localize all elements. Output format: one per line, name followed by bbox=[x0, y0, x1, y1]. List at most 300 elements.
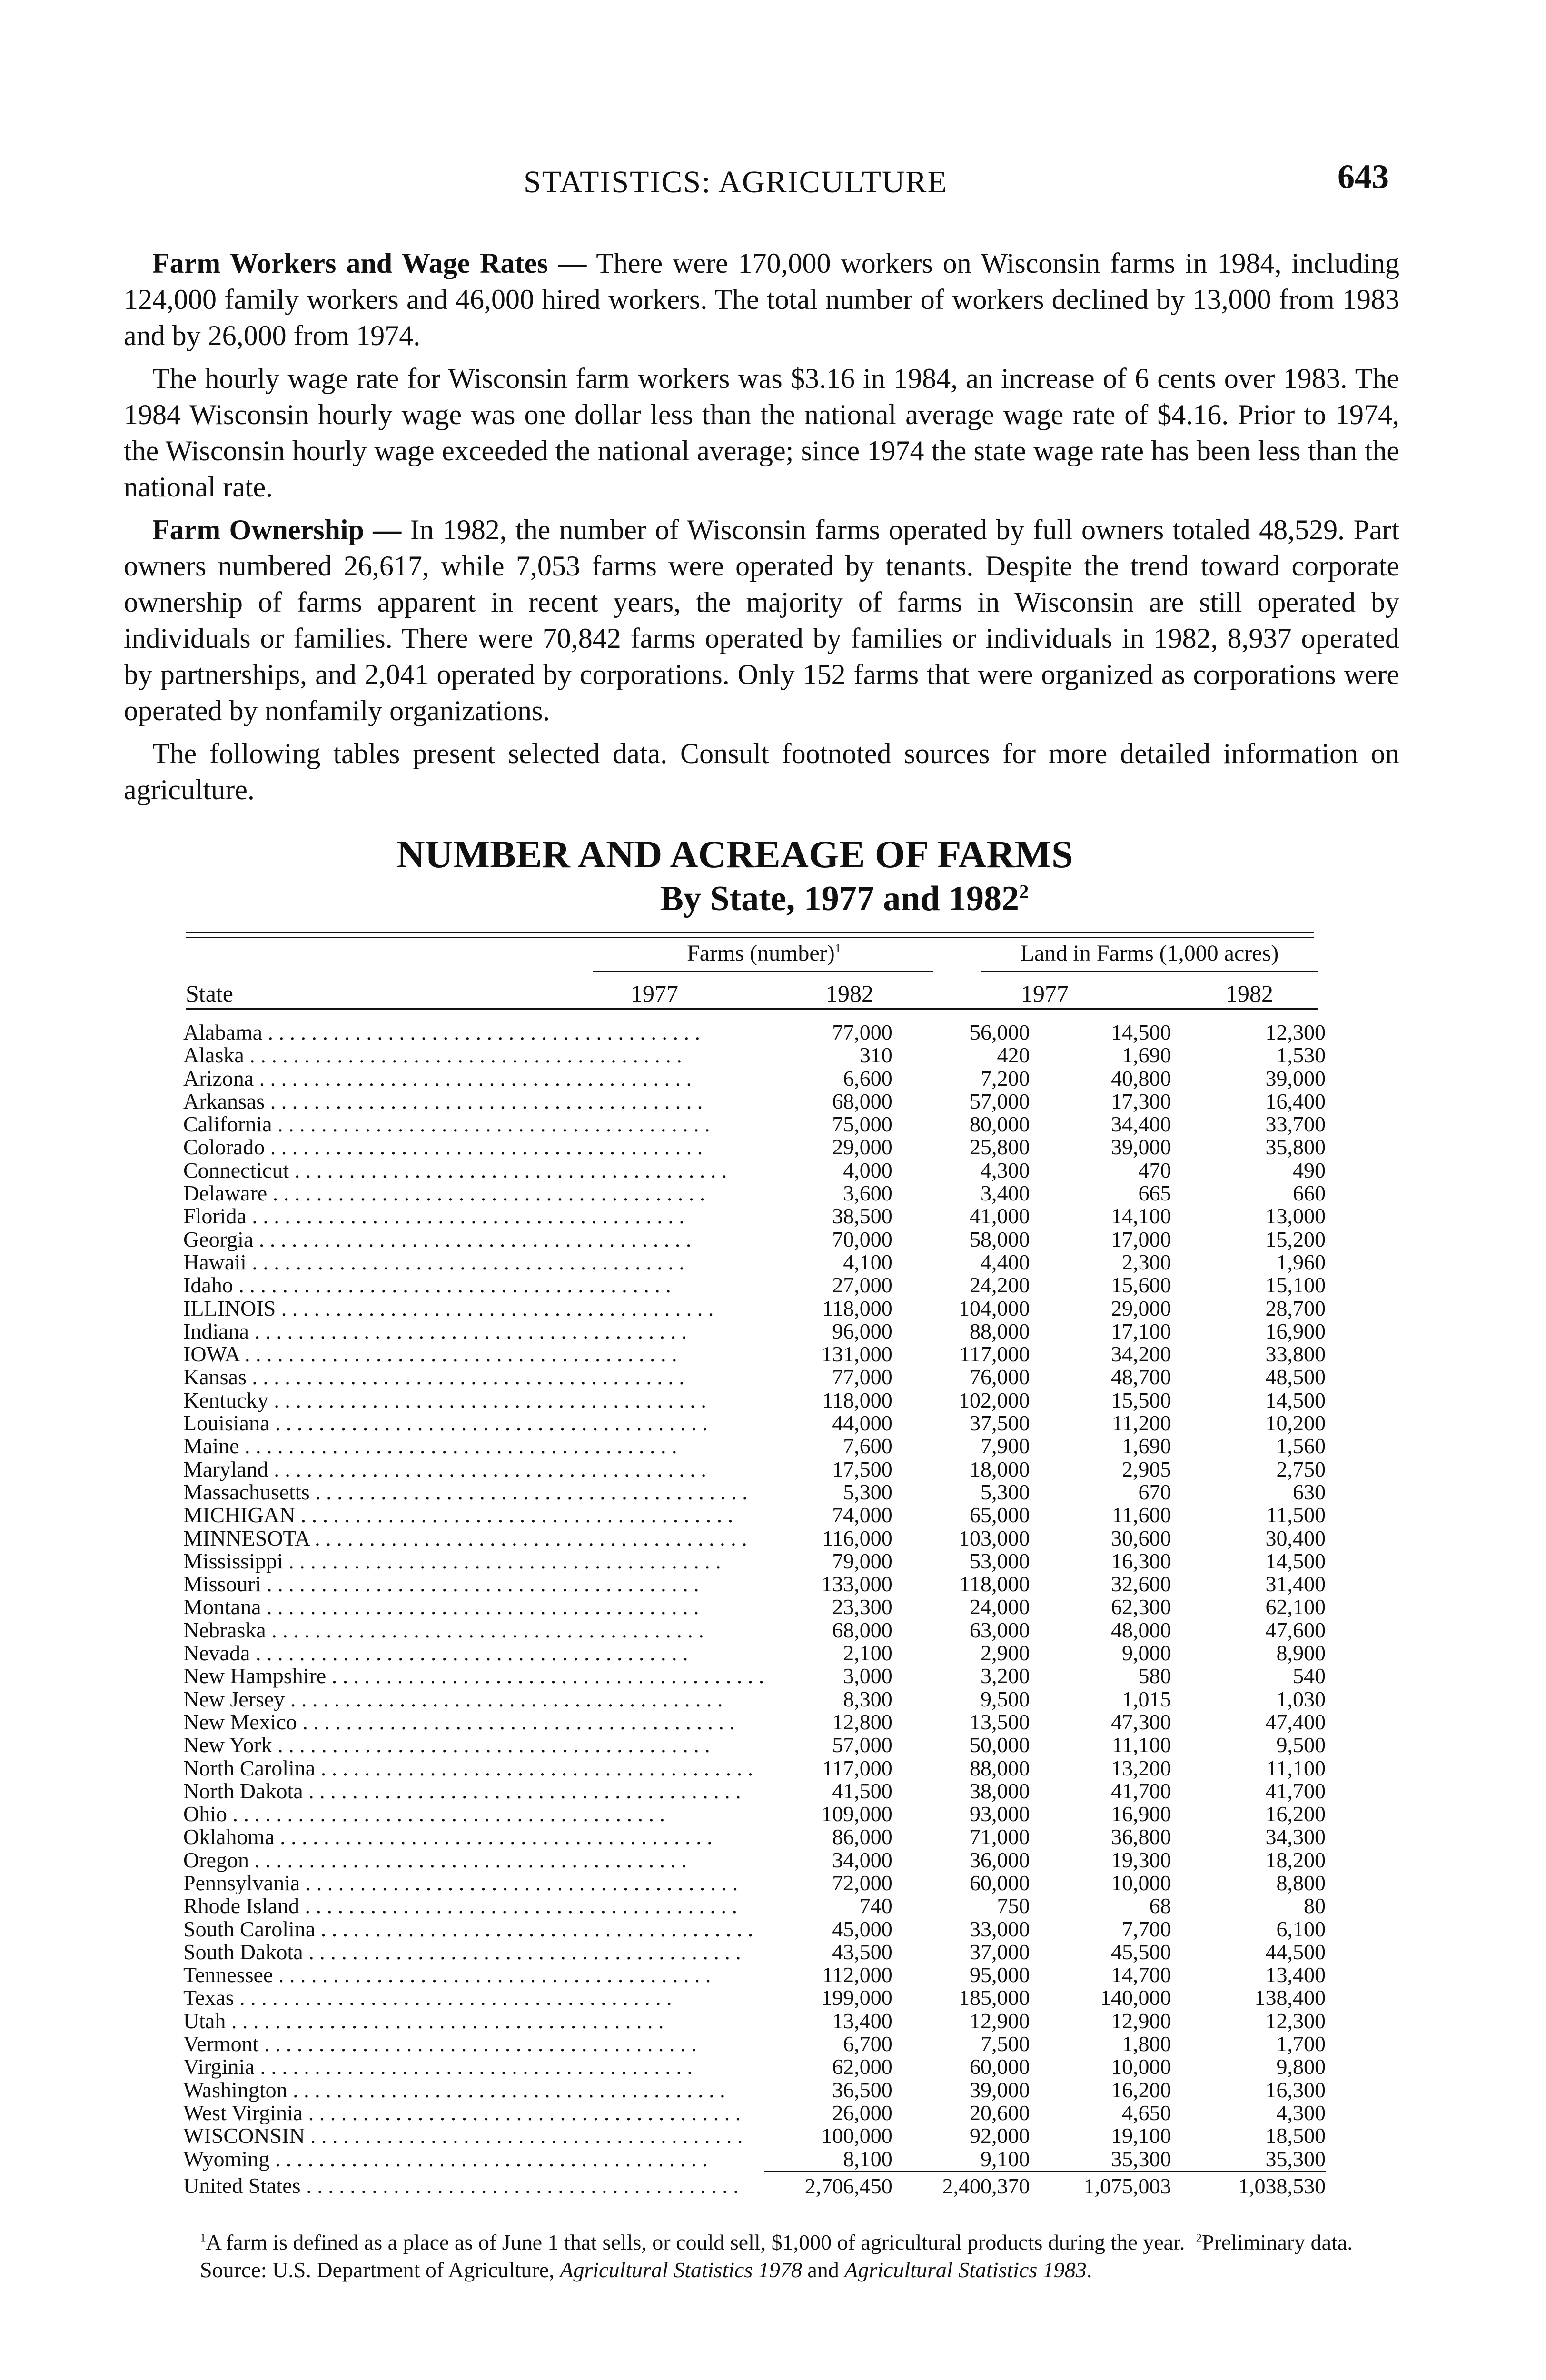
farms-1982-cell: 50,000 bbox=[970, 1733, 1030, 1757]
table-row bbox=[183, 2055, 1326, 2078]
dot-leader: . . . . . . . . . . . . . . . . . . . . . . . . . . . . . . . . . . . . . . . . bbox=[315, 1756, 753, 1780]
state-name: California . . . . . . . . . . . . . . . . . . . . . . . . . . . . . . . . . . . . . . . . bbox=[183, 1113, 710, 1136]
dot-leader: . . . . . . . . . . . . . . . . . . . . . . . . . . . . . . . . . . . . . . . . bbox=[246, 1205, 684, 1228]
table-row bbox=[183, 2102, 1326, 2124]
table-row bbox=[183, 1825, 1326, 1848]
dot-leader: . . . . . . . . . . . . . . . . . . . . . . . . . . . . . . . . . . . . . . . . bbox=[309, 1480, 748, 1504]
table-row bbox=[183, 1481, 1326, 1504]
state-name: Maine . . . . . . . . . . . . . . . . . . . . . . . . . . . . . . . . . . . . . . . . bbox=[183, 1435, 677, 1458]
table-row bbox=[183, 1757, 1326, 1780]
farms-1982-cell: 65,000 bbox=[970, 1503, 1030, 1527]
farms-1982-cell: 58,000 bbox=[970, 1227, 1030, 1251]
table-row bbox=[183, 1872, 1326, 1894]
state-name: New York . . . . . . . . . . . . . . . . . . . . . . . . . . . . . . . . . . . . . . . . bbox=[183, 1734, 710, 1757]
land-1977-cell: 4,650 bbox=[1122, 2100, 1171, 2125]
dot-leader: . . . . . . . . . . . . . . . . . . . . . . . . . . . . . . . . . . . . . . . . bbox=[303, 2101, 741, 2125]
land-1982-cell: 47,600 bbox=[1265, 1617, 1326, 1642]
dot-leader: . . . . . . . . . . . . . . . . . . . . . . . . . . . . . . . . . . . . . . . . bbox=[254, 2055, 693, 2079]
table-row bbox=[183, 1297, 1326, 1320]
farms-1977-cell: 36,500 bbox=[832, 2077, 892, 2102]
dot-leader: . . . . . . . . . . . . . . . . . . . . . . . . . . . . . . . . . . . . . . . . bbox=[262, 1021, 701, 1044]
farms-1977-cell: 34,000 bbox=[832, 1847, 892, 1872]
state-name: Virginia . . . . . . . . . . . . . . . . . . . . . . . . . . . . . . . . . . . . . . . . bbox=[183, 2055, 693, 2079]
land-1977-cell: 9,000 bbox=[1122, 1641, 1171, 1666]
land-1982-cell: 18,500 bbox=[1265, 2123, 1326, 2148]
land-1977-cell: 7,700 bbox=[1122, 1916, 1171, 1941]
footnote-1 bbox=[200, 2230, 1357, 2255]
state-name: New Hampshire . . . . . . . . . . . . . . . . . . . . . . . . . . . . . . . . . . . . . . . . bbox=[183, 1665, 764, 1688]
farms-1982-cell: 117,000 bbox=[959, 1342, 1030, 1367]
farms-1977-cell: 133,000 bbox=[821, 1572, 892, 1597]
text-farm-ownership: In 1982, the number of Wisconsin farms operated by full owners totaled 48,529. Part owners numbered 26,617, while 7,053 farms were operated by tenants. Despite the trend toward corporate ownership of farms apparent in recent years, the majority of farms in Wisconsin are still operated by individuals or families. There were 70,842 farms operated by families or individuals in 1982, 8,937 operated by partnerships, and 2,041 operated by corporations. Only 152 farms that were organized as corporations were operated by nonfamily organizations. bbox=[124, 514, 1399, 726]
table-title-block bbox=[0, 832, 1546, 919]
dot-leader: . . . . . . . . . . . . . . . . . . . . . . . . . . . . . . . . . . . . . . . . bbox=[246, 1366, 684, 1389]
land-1977-cell: 47,300 bbox=[1111, 1709, 1171, 1734]
farms-1977-cell: 27,000 bbox=[832, 1273, 892, 1298]
land-1977-cell: 10,000 bbox=[1111, 2054, 1171, 2079]
farms-1977-cell: 72,000 bbox=[832, 1870, 892, 1895]
dot-leader: . . . . . . . . . . . . . . . . . . . . . . . . . . . . . . . . . . . . . . . . bbox=[261, 1596, 699, 1619]
state-name: IOWA . . . . . . . . . . . . . . . . . . . . . . . . . . . . . . . . . . . . . . . . bbox=[183, 1343, 677, 1366]
table-subtitle bbox=[143, 879, 1546, 919]
land-1977-cell: 19,300 bbox=[1111, 1847, 1171, 1872]
farms-1977-cell: 131,000 bbox=[821, 1342, 892, 1367]
table-row bbox=[183, 1734, 1326, 1756]
farms-1977-cell: 4,000 bbox=[843, 1158, 892, 1182]
land-1982-cell: 62,100 bbox=[1265, 1595, 1326, 1619]
land-1982-cell: 30,400 bbox=[1265, 1526, 1326, 1550]
dot-leader: . . . . . . . . . . . . . . . . . . . . . . . . . . . . . . . . . . . . . . . . bbox=[266, 1618, 704, 1642]
land-1982-cell: 4,300 bbox=[1276, 2100, 1326, 2125]
land-1977-cell: 11,200 bbox=[1111, 1411, 1171, 1436]
farms-1977-cell: 68,000 bbox=[832, 1089, 892, 1113]
state-name: Idaho . . . . . . . . . . . . . . . . . . . . . . . . . . . . . . . . . . . . . . . . bbox=[183, 1274, 671, 1297]
dot-leader: . . . . . . . . . . . . . . . . . . . . . . . . . . . . . . . . . . . . . . . . bbox=[303, 1940, 741, 1964]
dot-leader: . . . . . . . . . . . . . . . . . . . . . . . . . . . . . . . . . . . . . . . . bbox=[265, 1136, 703, 1159]
state-name: Washington . . . . . . . . . . . . . . . . . . . . . . . . . . . . . . . . . . . . . . . . bbox=[183, 2078, 725, 2102]
land-1982-cell: 6,100 bbox=[1276, 1916, 1326, 1941]
farms-1977-cell: 57,000 bbox=[832, 1733, 892, 1757]
source-publication-2: Agricultural Statistics 1983 bbox=[844, 2258, 1087, 2282]
farms-1977-cell: 6,700 bbox=[843, 2032, 892, 2056]
land-1982-cell: 13,400 bbox=[1265, 1963, 1326, 1987]
page-number: 643 bbox=[1338, 158, 1389, 196]
land-1982-cell: 16,200 bbox=[1265, 1802, 1326, 1826]
farms-1982-cell: 24,200 bbox=[970, 1273, 1030, 1298]
land-1982-cell: 13,000 bbox=[1265, 1204, 1326, 1229]
farms-1977-cell: 44,000 bbox=[832, 1411, 892, 1436]
table-title: NUMBER AND ACREAGE OF FARMS bbox=[396, 833, 1073, 876]
farms-1977-cell: 118,000 bbox=[822, 1296, 892, 1320]
state-name: Arkansas . . . . . . . . . . . . . . . . . . . . . . . . . . . . . . . . . . . . . . . . bbox=[183, 1090, 703, 1113]
dot-leader: . . . . . . . . . . . . . . . . . . . . . . . . . . . . . . . . . . . . . . . . bbox=[326, 1665, 764, 1688]
state-name: Georgia . . . . . . . . . . . . . . . . . . . . . . . . . . . . . . . . . . . . . . . . bbox=[183, 1228, 692, 1251]
paragraph-tables-intro: The following tables present selected data. Consult footnoted sources for more detailed information on agriculture. bbox=[124, 738, 1399, 805]
dot-leader: . . . . . . . . . . . . . . . . . . . . . . . . . . . . . . . . . . . . . . . . bbox=[273, 1964, 711, 1987]
table-top-rule-1 bbox=[186, 932, 1314, 933]
footnote-2-text: Preliminary data. bbox=[1201, 2230, 1353, 2254]
farms-1982-cell: 88,000 bbox=[970, 1319, 1030, 1343]
farms-1982-cell: 92,000 bbox=[970, 2123, 1030, 2148]
dot-leader: . . . . . . . . . . . . . . . . . . . . . . . . . . . . . . . . . . . . . . . . bbox=[305, 2124, 743, 2148]
total-state-name: United States . . . . . . . . . . . . . . . . . . . . . . . . . . . . . . . . . . . . . . . . bbox=[183, 2173, 739, 2198]
state-name: South Carolina . . . . . . . . . . . . . . . . . . . . . . . . . . . . . . . . . . . . . . . . bbox=[183, 1917, 753, 1941]
farms-1982-cell: 4,400 bbox=[981, 1250, 1030, 1274]
table-row bbox=[183, 1090, 1326, 1113]
state-name: Pennsylvania . . . . . . . . . . . . . . . . . . . . . . . . . . . . . . . . . . . . . . . . bbox=[183, 1871, 738, 1895]
farms-1982-cell: 38,000 bbox=[970, 1778, 1030, 1803]
table-subtitle-text: By State, 1977 and 1982 bbox=[660, 879, 1020, 918]
source-publication-1: Agricultural Statistics 1978 bbox=[560, 2258, 802, 2282]
table-row bbox=[183, 1205, 1326, 1228]
land-1977-cell: 32,600 bbox=[1111, 1572, 1171, 1597]
farms-1982-cell: 41,000 bbox=[970, 1204, 1030, 1229]
state-name: Nevada . . . . . . . . . . . . . . . . . . . . . . . . . . . . . . . . . . . . . . . . bbox=[183, 1642, 688, 1665]
farms-1982-cell: 53,000 bbox=[970, 1548, 1030, 1573]
farms-1982-cell: 7,900 bbox=[981, 1434, 1030, 1458]
land-1982-cell: 15,100 bbox=[1265, 1273, 1326, 1298]
table-row bbox=[183, 1044, 1326, 1067]
table-row bbox=[183, 1159, 1326, 1182]
state-name: Tennessee . . . . . . . . . . . . . . . . . . . . . . . . . . . . . . . . . . . . . . . . bbox=[183, 1964, 711, 1987]
land-1977-cell: 16,900 bbox=[1111, 1802, 1171, 1826]
table-row bbox=[183, 1182, 1326, 1205]
table-row bbox=[183, 2033, 1326, 2055]
table-row bbox=[183, 1527, 1326, 1550]
table-row bbox=[183, 1021, 1326, 1044]
land-1982-cell: 41,700 bbox=[1265, 1778, 1326, 1803]
table-row bbox=[183, 1550, 1326, 1573]
farms-1982-cell: 13,500 bbox=[970, 1709, 1030, 1734]
state-name: ILLINOIS . . . . . . . . . . . . . . . . . . . . . . . . . . . . . . . . . . . . . . . . bbox=[183, 1297, 714, 1320]
running-head: STATISTICS: AGRICULTURE bbox=[524, 165, 948, 199]
farms-1982-cell: 88,000 bbox=[970, 1755, 1030, 1780]
farms-1982-cell: 104,000 bbox=[959, 1296, 1030, 1320]
table-row bbox=[183, 1803, 1326, 1825]
table-row bbox=[183, 1619, 1326, 1642]
state-name: Alabama . . . . . . . . . . . . . . . . . . . . . . . . . . . . . . . . . . . . . . . . bbox=[183, 1021, 701, 1044]
table-row bbox=[183, 1894, 1326, 1917]
dot-leader: . . . . . . . . . . . . . . . . . . . . . . . . . . . . . . . . . . . . . . . . bbox=[253, 1228, 692, 1251]
land-1982-cell: 15,200 bbox=[1265, 1227, 1326, 1251]
land-1982-cell: 1,960 bbox=[1276, 1250, 1326, 1274]
column-header-rule bbox=[186, 1008, 1318, 1010]
farms-1977-cell: 740 bbox=[859, 1894, 892, 1918]
farms-1977-cell: 3,600 bbox=[843, 1181, 892, 1206]
farms-1977-cell: 12,800 bbox=[832, 1709, 892, 1734]
land-1982-cell: 33,700 bbox=[1265, 1112, 1326, 1137]
land-1977-cell: 11,600 bbox=[1111, 1503, 1171, 1527]
land-1982-cell: 35,300 bbox=[1265, 2146, 1326, 2171]
land-1977-cell: 12,900 bbox=[1111, 2008, 1171, 2033]
footnote-1-mark: 1 bbox=[200, 2231, 206, 2245]
table-subtitle-footnote-mark: 2 bbox=[1019, 881, 1029, 902]
land-1977-cell: 48,700 bbox=[1111, 1365, 1171, 1389]
paragraph-farm-workers bbox=[124, 245, 1399, 354]
land-1982-cell: 11,500 bbox=[1266, 1503, 1326, 1527]
farms-1977-cell: 100,000 bbox=[821, 2123, 892, 2148]
dot-leader: . . . . . . . . . . . . . . . . . . . . . . . . . . . . . . . . . . . . . . . . bbox=[272, 1734, 710, 1757]
dot-leader: . . . . . . . . . . . . . . . . . . . . . . . . . . . . . . . . . . . . . . . . bbox=[269, 1412, 708, 1435]
farms-1977-cell: 75,000 bbox=[832, 1112, 892, 1137]
table-row bbox=[183, 1458, 1326, 1481]
land-1982-cell: 44,500 bbox=[1265, 1939, 1326, 1964]
farms-1977-cell: 17,500 bbox=[832, 1457, 892, 1481]
farms-1982-cell: 56,000 bbox=[970, 1020, 1030, 1044]
farms-1977-cell: 13,400 bbox=[832, 2008, 892, 2033]
farms-1977-cell: 109,000 bbox=[821, 1802, 892, 1826]
state-name: MICHIGAN . . . . . . . . . . . . . . . . . . . . . . . . . . . . . . . . . . . . . . . . bbox=[183, 1504, 733, 1527]
table-row bbox=[183, 1136, 1326, 1159]
table-row bbox=[183, 1343, 1326, 1366]
farms-1977-cell: 118,000 bbox=[822, 1388, 892, 1412]
land-1982-cell: 16,300 bbox=[1265, 2077, 1326, 2102]
land-1977-cell: 11,100 bbox=[1111, 1733, 1171, 1757]
farms-1977-cell: 77,000 bbox=[832, 1365, 892, 1389]
land-1977-cell: 10,000 bbox=[1111, 1870, 1171, 1895]
farms-1977-cell: 29,000 bbox=[832, 1135, 892, 1160]
farms-1977-cell: 116,000 bbox=[822, 1526, 892, 1550]
land-1977-cell: 470 bbox=[1138, 1158, 1171, 1182]
farms-1982-cell: 4,300 bbox=[981, 1158, 1030, 1182]
source-prefix: Source: U.S. Department of Agriculture, bbox=[200, 2258, 560, 2282]
farms-1977-cell: 68,000 bbox=[832, 1617, 892, 1642]
land-1982-cell: 1,700 bbox=[1276, 2032, 1326, 2056]
state-name: Hawaii . . . . . . . . . . . . . . . . . . . . . . . . . . . . . . . . . . . . . . . . bbox=[183, 1250, 684, 1274]
land-1982-cell: 9,500 bbox=[1276, 1733, 1326, 1757]
total-land-1977-cell: 1,075,003 bbox=[1030, 2171, 1171, 2198]
table-row bbox=[183, 1504, 1326, 1527]
dot-leader: . . . . . . . . . . . . . . . . . . . . . . . . . . . . . . . . . . . . . . . . bbox=[248, 1848, 687, 1872]
dot-leader: . . . . . . . . . . . . . . . . . . . . . . . . . . . . . . . . . . . . . . . . bbox=[248, 1319, 687, 1343]
farms-1982-cell: 20,600 bbox=[970, 2100, 1030, 2125]
dot-leader: . . . . . . . . . . . . . . . . . . . . . . . . . . . . . . . . . . . . . . . . bbox=[268, 1458, 706, 1481]
farms-1977-cell: 8,300 bbox=[843, 1686, 892, 1711]
dot-leader: . . . . . . . . . . . . . . . . . . . . . . . . . . . . . . . . . . . . . . . . bbox=[234, 1986, 672, 2010]
land-1982-cell: 16,400 bbox=[1265, 1089, 1326, 1113]
state-name: New Mexico . . . . . . . . . . . . . . . . . . . . . . . . . . . . . . . . . . . . . . . . bbox=[183, 1710, 735, 1734]
farms-1982-cell: 33,000 bbox=[970, 1916, 1030, 1941]
table-row bbox=[183, 1642, 1326, 1665]
lead-farm-ownership: Farm Ownership — bbox=[152, 514, 402, 545]
land-1982-cell: 490 bbox=[1293, 1158, 1326, 1182]
table-row bbox=[183, 1113, 1326, 1136]
state-name: Massachusetts . . . . . . . . . . . . . . . . . . . . . . . . . . . . . . . . . . . . . . . . bbox=[183, 1480, 748, 1504]
table-row bbox=[183, 2148, 1326, 2172]
land-1982-cell: 31,400 bbox=[1265, 1572, 1326, 1597]
total-land-1982-cell: 1,038,530 bbox=[1171, 2171, 1326, 2198]
farms-1977-cell: 41,500 bbox=[832, 1778, 892, 1803]
state-name: Ohio . . . . . . . . . . . . . . . . . . . . . . . . . . . . . . . . . . . . . . . . bbox=[183, 1803, 665, 1826]
text-farm-workers: There were 170,000 workers on Wisconsin farms in 1984, including 124,000 family workers and 46,000 hired workers. The total number of workers declined by 13,000 from 1983 and by 26,000 from 1974. bbox=[124, 248, 1400, 351]
table-row bbox=[183, 1688, 1326, 1711]
farms-1982-cell: 3,400 bbox=[981, 1181, 1030, 1206]
farms-1982-cell: 93,000 bbox=[970, 1802, 1030, 1826]
farms-1977-cell: 112,000 bbox=[822, 1963, 892, 1987]
state-name: North Dakota . . . . . . . . . . . . . . . . . . . . . . . . . . . . . . . . . . . . . . . . bbox=[183, 1779, 741, 1803]
state-name: Louisiana . . . . . . . . . . . . . . . . . . . . . . . . . . . . . . . . . . . . . . . . bbox=[183, 1412, 708, 1435]
farms-1982-cell: 185,000 bbox=[959, 1985, 1030, 2010]
table-row bbox=[183, 1274, 1326, 1297]
land-1982-cell: 12,300 bbox=[1265, 1020, 1326, 1044]
land-1982-cell: 1,030 bbox=[1276, 1686, 1326, 1711]
table-row bbox=[183, 2079, 1326, 2102]
land-1977-cell: 40,800 bbox=[1111, 1066, 1171, 1091]
table-row bbox=[183, 1228, 1326, 1251]
dot-leader: . . . . . . . . . . . . . . . . . . . . . . . . . . . . . . . . . . . . . . . . bbox=[299, 1894, 738, 1918]
farms-1982-cell: 3,200 bbox=[981, 1664, 1030, 1688]
state-name: Montana . . . . . . . . . . . . . . . . . . . . . . . . . . . . . . . . . . . . . . . . bbox=[183, 1596, 699, 1619]
farms-1982-cell: 25,800 bbox=[970, 1135, 1030, 1160]
farms-1977-cell: 310 bbox=[859, 1043, 892, 1068]
land-1977-cell: 2,905 bbox=[1122, 1457, 1171, 1481]
land-group-rule bbox=[981, 971, 1318, 972]
land-1982-cell: 47,400 bbox=[1265, 1709, 1326, 1734]
land-1982-cell: 14,500 bbox=[1265, 1548, 1326, 1573]
dot-leader: . . . . . . . . . . . . . . . . . . . . . . . . . . . . . . . . . . . . . . . . bbox=[285, 1687, 723, 1711]
land-1977-cell: 1,690 bbox=[1122, 1043, 1171, 1068]
table-top-rule-2 bbox=[186, 937, 1314, 938]
farms-1977-cell: 6,600 bbox=[843, 1066, 892, 1091]
farms-1977-cell: 3,000 bbox=[843, 1664, 892, 1688]
source-end: . bbox=[1086, 2258, 1092, 2282]
land-1982-cell: 28,700 bbox=[1265, 1296, 1326, 1320]
dot-leader: . . . . . . . . . . . . . . . . . . . . . . . . . . . . . . . . . . . . . . . . bbox=[226, 2009, 664, 2033]
state-name: Colorado . . . . . . . . . . . . . . . . . . . . . . . . . . . . . . . . . . . . . . . . bbox=[183, 1136, 703, 1159]
farms-1977-cell: 26,000 bbox=[832, 2100, 892, 2125]
farms-1982-cell: 24,000 bbox=[970, 1595, 1030, 1619]
farms-1977-cell: 38,500 bbox=[832, 1204, 892, 1229]
column-header-state: State bbox=[186, 980, 233, 1007]
paragraph-wage-rate: The hourly wage rate for Wisconsin farm workers was $3.16 in 1984, an increase of 6 cents over 1983. The 1984 Wisconsin hourly wage was one dollar less than the national average wage rate of $4.16. Prior to 1974, the Wisconsin hourly wage exceeded the national average; since 1974 the state wage rate has been less than the national rate. bbox=[124, 363, 1399, 503]
state-name: Indiana . . . . . . . . . . . . . . . . . . . . . . . . . . . . . . . . . . . . . . . . bbox=[183, 1319, 687, 1343]
state-name: MINNESOTA . . . . . . . . . . . . . . . . . . . . . . . . . . . . . . . . . . . . . . . . bbox=[183, 1527, 747, 1550]
dot-leader: . . . . . . . . . . . . . . . . . . . . . . . . . . . . . . . . . . . . . . . . bbox=[233, 1274, 671, 1297]
farms-table-body bbox=[183, 1021, 1326, 2198]
farms-1977-cell: 7,600 bbox=[843, 1434, 892, 1458]
land-1982-cell: 660 bbox=[1293, 1181, 1326, 1206]
land-1977-cell: 15,500 bbox=[1111, 1388, 1171, 1412]
farms-1982-cell: 95,000 bbox=[970, 1963, 1030, 1987]
land-1977-cell: 14,100 bbox=[1111, 1204, 1171, 1229]
table-row bbox=[183, 1435, 1326, 1458]
table-row bbox=[183, 1389, 1326, 1412]
table-row bbox=[183, 1251, 1326, 1274]
table-row bbox=[183, 2124, 1326, 2147]
dot-leader: . . . . . . . . . . . . . . . . . . . . . . . . . . . . . . . . . . . . . . . . bbox=[276, 1297, 714, 1320]
farms-1977-cell: 43,500 bbox=[832, 1939, 892, 1964]
farms-1982-cell: 7,200 bbox=[981, 1066, 1030, 1091]
paragraph-farm-ownership bbox=[124, 512, 1399, 729]
farms-1977-cell: 62,000 bbox=[832, 2054, 892, 2079]
dot-leader: . . . . . . . . . . . . . . . . . . . . . . . . . . . . . . . . . . . . . . . . bbox=[268, 1388, 706, 1412]
land-1982-cell: 16,900 bbox=[1265, 1319, 1326, 1343]
farms-1977-cell: 74,000 bbox=[832, 1503, 892, 1527]
group-header-land: Land in Farms (1,000 acres) bbox=[1020, 941, 1279, 966]
land-1977-cell: 29,000 bbox=[1111, 1296, 1171, 1320]
column-header-land-1977: 1977 bbox=[1021, 980, 1069, 1007]
state-name: Rhode Island . . . . . . . . . . . . . . . . . . . . . . . . . . . . . . . . . . . . . . . . bbox=[183, 1894, 738, 1918]
dot-leader: . . . . . . . . . . . . . . . . . . . . . . . . . . . . . . . . . . . . . . . . bbox=[303, 1779, 741, 1803]
state-name: Connecticut . . . . . . . . . . . . . . . . . . . . . . . . . . . . . . . . . . . . . . . . bbox=[183, 1159, 727, 1182]
land-1982-cell: 540 bbox=[1293, 1664, 1326, 1688]
land-1982-cell: 1,530 bbox=[1276, 1043, 1326, 1068]
farms-1982-cell: 9,100 bbox=[981, 2146, 1030, 2171]
farms-1977-cell: 23,300 bbox=[832, 1595, 892, 1619]
farms-1977-cell: 199,000 bbox=[821, 1985, 892, 2010]
land-1977-cell: 14,700 bbox=[1111, 1963, 1171, 1987]
dot-leader: . . . . . . . . . . . . . . . . . . . . . . . . . . . . . . . . . . . . . . . . bbox=[227, 1803, 665, 1826]
land-1977-cell: 16,300 bbox=[1111, 1548, 1171, 1573]
farms-1982-cell: 5,300 bbox=[981, 1479, 1030, 1504]
dot-leader: . . . . . . . . . . . . . . . . . . . . . . . . . . . . . . . . . . . . . . . . bbox=[261, 1573, 699, 1596]
farms-1982-cell: 76,000 bbox=[970, 1365, 1030, 1389]
dot-leader: . . . . . . . . . . . . . . . . . . . . . . . . . . . . . . . . . . . . . . . . bbox=[309, 1527, 747, 1550]
land-1982-cell: 10,200 bbox=[1265, 1411, 1326, 1436]
land-1982-cell: 8,800 bbox=[1276, 1870, 1326, 1895]
farms-1977-cell: 77,000 bbox=[832, 1020, 892, 1044]
land-1977-cell: 30,600 bbox=[1111, 1526, 1171, 1550]
land-1977-cell: 1,015 bbox=[1122, 1686, 1171, 1711]
source-note bbox=[200, 2258, 1357, 2282]
table-row bbox=[183, 1711, 1326, 1734]
land-1982-cell: 35,800 bbox=[1265, 1135, 1326, 1160]
state-name: Arizona . . . . . . . . . . . . . . . . . . . . . . . . . . . . . . . . . . . . . . . . bbox=[183, 1067, 692, 1090]
land-1982-cell: 33,800 bbox=[1265, 1342, 1326, 1367]
land-1977-cell: 15,600 bbox=[1111, 1273, 1171, 1298]
state-name: Delaware . . . . . . . . . . . . . . . . . . . . . . . . . . . . . . . . . . . . . . . . bbox=[183, 1182, 705, 1205]
land-1977-cell: 1,800 bbox=[1122, 2032, 1171, 2056]
column-header-land-1982: 1982 bbox=[1226, 980, 1273, 1007]
farms-1982-cell: 37,500 bbox=[970, 1411, 1030, 1436]
table-row bbox=[183, 1412, 1326, 1435]
state-name: Nebraska . . . . . . . . . . . . . . . . . . . . . . . . . . . . . . . . . . . . . . . . bbox=[183, 1618, 704, 1642]
land-1977-cell: 16,200 bbox=[1111, 2077, 1171, 2102]
table-row bbox=[183, 2010, 1326, 2033]
land-1977-cell: 68 bbox=[1149, 1894, 1171, 1918]
land-1977-cell: 665 bbox=[1138, 1181, 1171, 1206]
table-row bbox=[183, 1849, 1326, 1872]
land-1982-cell: 1,560 bbox=[1276, 1434, 1326, 1458]
land-1982-cell: 18,200 bbox=[1265, 1847, 1326, 1872]
farms-1977-cell: 45,000 bbox=[832, 1916, 892, 1941]
farms-1982-cell: 60,000 bbox=[970, 1870, 1030, 1895]
total-row bbox=[183, 2171, 1326, 2198]
group-header-farms-footnote-mark: 1 bbox=[834, 941, 841, 955]
land-1977-cell: 670 bbox=[1138, 1479, 1171, 1504]
land-1977-cell: 41,700 bbox=[1111, 1778, 1171, 1803]
dot-leader: . . . . . . . . . . . . . . . . . . . . . . . . . . . . . . . . . . . . . . . . bbox=[287, 2078, 725, 2102]
dot-leader: . . . . . . . . . . . . . . . . . . . . . . . . . . . . . . . . . . . . . . . . bbox=[254, 1067, 692, 1090]
farms-1977-cell: 70,000 bbox=[832, 1227, 892, 1251]
total-farms-1977-cell: 2,706,450 bbox=[764, 2171, 892, 2198]
footnote-1-text: A farm is defined as a place as of June 1 that sells, or could sell, $1,000 of agricultural products during the year. bbox=[206, 2230, 1185, 2254]
land-1982-cell: 9,800 bbox=[1276, 2054, 1326, 2079]
farms-1982-cell: 36,000 bbox=[970, 1847, 1030, 1872]
dot-leader: . . . . . . . . . . . . . . . . . . . . . . . . . . . . . . . . . . . . . . . . bbox=[295, 1504, 733, 1527]
dot-leader: . . . . . . . . . . . . . . . . . . . . . . . . . . . . . . . . . . . . . . . . bbox=[244, 1044, 682, 1067]
land-1977-cell: 13,200 bbox=[1111, 1755, 1171, 1780]
dot-leader: . . . . . . . . . . . . . . . . . . . . . . . . . . . . . . . . . . . . . . . . bbox=[300, 1871, 738, 1895]
land-1977-cell: 34,400 bbox=[1111, 1112, 1171, 1137]
lead-farm-workers: Farm Workers and Wage Rates — bbox=[152, 248, 587, 279]
table-row bbox=[183, 1320, 1326, 1343]
land-1982-cell: 34,300 bbox=[1265, 1825, 1326, 1849]
farms-1977-cell: 2,100 bbox=[843, 1641, 892, 1666]
farms-1977-cell: 79,000 bbox=[832, 1548, 892, 1573]
state-name: South Dakota . . . . . . . . . . . . . . . . . . . . . . . . . . . . . . . . . . . . . . . . bbox=[183, 1940, 741, 1964]
land-1977-cell: 17,000 bbox=[1111, 1227, 1171, 1251]
